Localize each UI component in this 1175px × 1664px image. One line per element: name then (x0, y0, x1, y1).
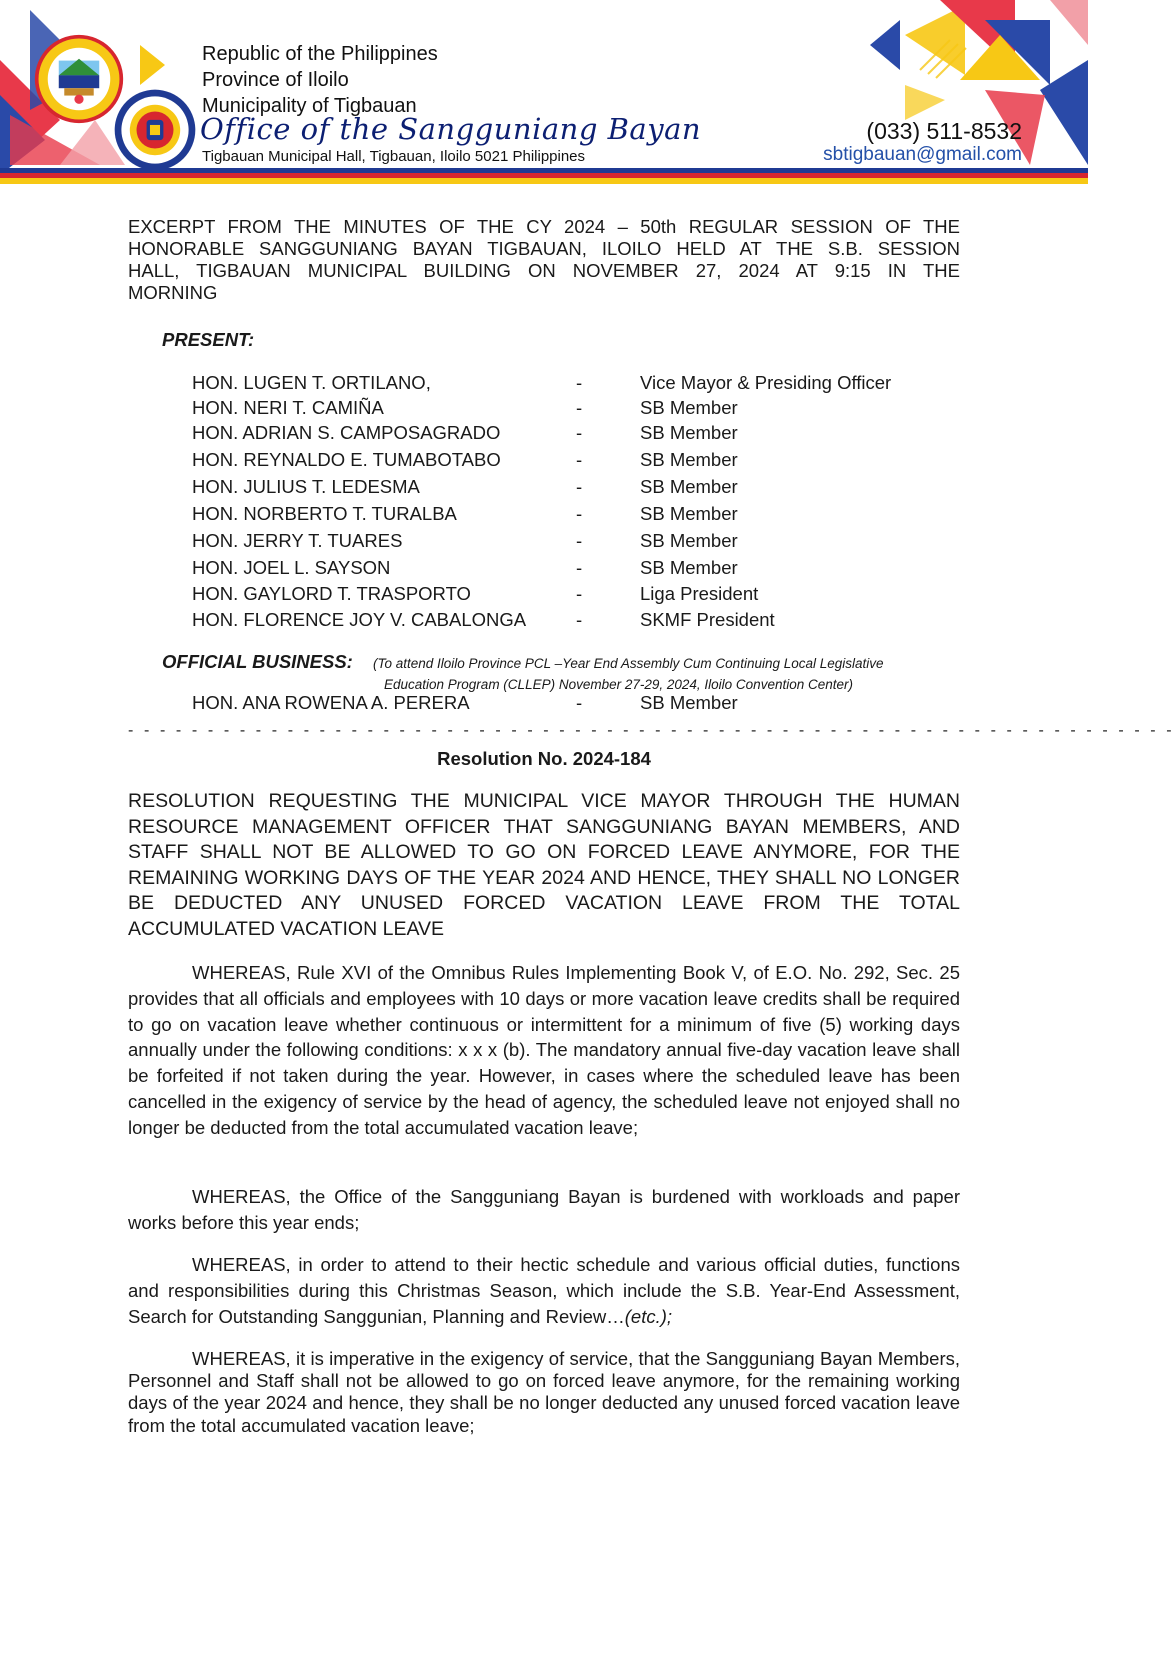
member-role: SB Member (640, 476, 738, 497)
attendance-row (192, 476, 952, 502)
member-role: SB Member (640, 692, 738, 713)
whereas-text: WHEREAS, the Office of the Sangguniang Bayan is burdened with workloads and paper works before this year ends; (128, 1186, 960, 1233)
header-municipality: Municipality of Tigbauan (202, 95, 417, 117)
official-business-note: (To attend Iloilo Province PCL –Year End Assembly Cum Continuing Local Legislative (373, 656, 884, 671)
member-name: HON. REYNALDO E. TUMABOTABO (192, 449, 501, 470)
member-role: Vice Mayor & Presiding Officer (640, 372, 892, 393)
whereas-paragraph (128, 1348, 960, 1437)
header-address: Tigbauan Municipal Hall, Tigbauan, Iloilo 5021 Philippines (202, 148, 586, 165)
member-role: SB Member (640, 449, 738, 470)
separator-dash: - (576, 692, 583, 713)
attendance-row (192, 557, 952, 583)
attendance-row (192, 397, 952, 423)
attendance-row (192, 503, 952, 529)
attendance-row (192, 692, 952, 718)
member-role: SB Member (640, 503, 738, 524)
separator-dash: - (576, 530, 583, 551)
header-phone: (033) 511-8532 (866, 118, 1022, 144)
excerpt-heading (128, 216, 960, 304)
header-office-title: Office of the Sangguniang Bayan (200, 112, 702, 146)
member-name: HON. JERRY T. TUARES (192, 530, 403, 551)
separator-dash: - (576, 422, 583, 443)
letterhead (0, 0, 1088, 190)
member-role: SKMF President (640, 609, 775, 630)
member-name: HON. NORBERTO T. TURALBA (192, 503, 457, 524)
member-name: HON. JULIUS T. LEDESMA (192, 476, 420, 497)
separator-dash: - (576, 609, 583, 630)
member-role: SB Member (640, 557, 738, 578)
separator-dash: - (576, 449, 583, 470)
municipality-seal-logo (33, 33, 125, 125)
member-name: HON. ANA ROWENA A. PERERA (192, 692, 470, 713)
member-name: HON. ADRIAN S. CAMPOSAGRADO (192, 422, 501, 443)
whereas-etc: (etc.); (624, 1305, 673, 1327)
resolution-title-line: ACCUMULATED VACATION LEAVE (128, 917, 445, 940)
whereas-text: WHEREAS, it is imperative in the exigency of service, that the Sangguniang Bayan Members, Personnel and Staff shall not be allowed to go on forced leave anymore, for the remaining working days of the year 2024 and hence, they shall be no longer deducted any unused forced vacation leave from the total accumulated vacation leave; (128, 1348, 960, 1436)
member-name: HON. JOEL L. SAYSON (192, 557, 391, 578)
resolution-title-line: RESOLUTION REQUESTING THE MUNICIPAL VICE MAYOR THROUGH THE HUMAN (128, 790, 960, 812)
member-name: HON. FLORENCE JOY V. CABALONGA (192, 609, 527, 630)
separator-dash: - (576, 583, 583, 604)
whereas-text: WHEREAS, in order to attend to their hectic schedule and various official duties, functions and responsibilities during this Christmas Season, which include the S.B. Year-End Assessment, Search for Outstanding Sanggunian, Planning and Review… (128, 1254, 960, 1327)
attendance-row (192, 583, 952, 609)
whereas-paragraph (128, 960, 960, 1141)
separator-dash: - (576, 397, 583, 418)
member-role: SB Member (640, 422, 738, 443)
excerpt-line: MORNING (128, 282, 218, 303)
present-label: PRESENT: (162, 329, 255, 350)
attendance-row (192, 422, 952, 448)
header-republic: Republic of the Philippines (202, 43, 438, 65)
attendance-row (192, 372, 952, 398)
separator-dash: - (576, 476, 583, 497)
resolution-title-line: STAFF SHALL NOT BE ALLOWED TO GO ON FORCED LEAVE ANYMORE, FOR THE (128, 841, 960, 864)
excerpt-line: HALL, TIGBAUAN MUNICIPAL BUILDING ON NOVEMBER 27, 2024 AT 9:15 IN THE (128, 260, 960, 281)
separator-dash: - (576, 557, 583, 578)
separator-dash: - (576, 372, 583, 393)
attendance-row (192, 609, 952, 635)
resolution-title (128, 789, 960, 943)
excerpt-line: EXCERPT FROM THE MINUTES OF THE CY 2024 – 50th REGULAR SESSION OF THE (128, 216, 960, 237)
section-divider: - - - - - - - - - - - - - - - - - - - - - - - - - - - - - - - - - - - - - - - - - - - - - - - - - - - - - - - - - - - - - - - - - - (128, 722, 1175, 739)
member-role: SB Member (640, 530, 738, 551)
member-name: HON. NERI T. CAMIÑA (192, 397, 384, 418)
member-name: HON. GAYLORD T. TRASPORTO (192, 583, 471, 604)
resolution-title-line: BE DEDUCTED ANY UNUSED FORCED VACATION LEAVE FROM THE TOTAL (128, 892, 960, 915)
sangguniang-bayan-seal-logo (113, 88, 197, 172)
separator-dash: - (576, 503, 583, 524)
whereas-paragraph (128, 1184, 960, 1236)
member-role: SB Member (640, 397, 738, 418)
attendance-row (192, 449, 952, 475)
member-name: HON. LUGEN T. ORTILANO, (192, 372, 431, 393)
excerpt-line: HONORABLE SANGGUNIANG BAYAN TIGBAUAN, ILOILO HELD AT THE S.B. SESSION (128, 238, 960, 259)
official-business-note: Education Program (CLLEP) November 27-29, 2024, Iloilo Convention Center) (384, 677, 853, 692)
resolution-title-line: RESOURCE MANAGEMENT OFFICER THAT SANGGUNIANG BAYAN MEMBERS, AND (128, 815, 960, 838)
resolution-title-line: REMAINING WORKING DAYS OF THE YEAR 2024 AND HENCE, THEY SHALL NO LONGER (128, 866, 960, 889)
official-business-label: OFFICIAL BUSINESS: (162, 651, 353, 672)
attendance-row (192, 530, 952, 556)
whereas-text: WHEREAS, Rule XVI of the Omnibus Rules Implementing Book V, of E.O. No. 292, Sec. 25 provides that all officials and employees with 10 days or more vacation leave credits shall be required to go on vacation leave whether continuous or intermittent for a minimum of five (5) working days annually under the following conditions: x x x (b). The mandatory annual five-day vacation leave shall be forfeited if not taken during the year. However, in cases where the scheduled leave has been cancelled in the exigency of service by the head of agency, the scheduled leave not enjoyed shall no longer be deducted from the total accumulated vacation leave; (128, 962, 960, 1138)
whereas-paragraph (128, 1252, 960, 1329)
header-province: Province of Iloilo (202, 69, 349, 91)
header-stripe-yellow (0, 178, 1088, 184)
member-role: Liga President (640, 583, 759, 604)
header-email[interactable]: sbtigbauan@gmail.com (823, 144, 1022, 165)
resolution-number: Resolution No. 2024-184 (437, 748, 651, 769)
